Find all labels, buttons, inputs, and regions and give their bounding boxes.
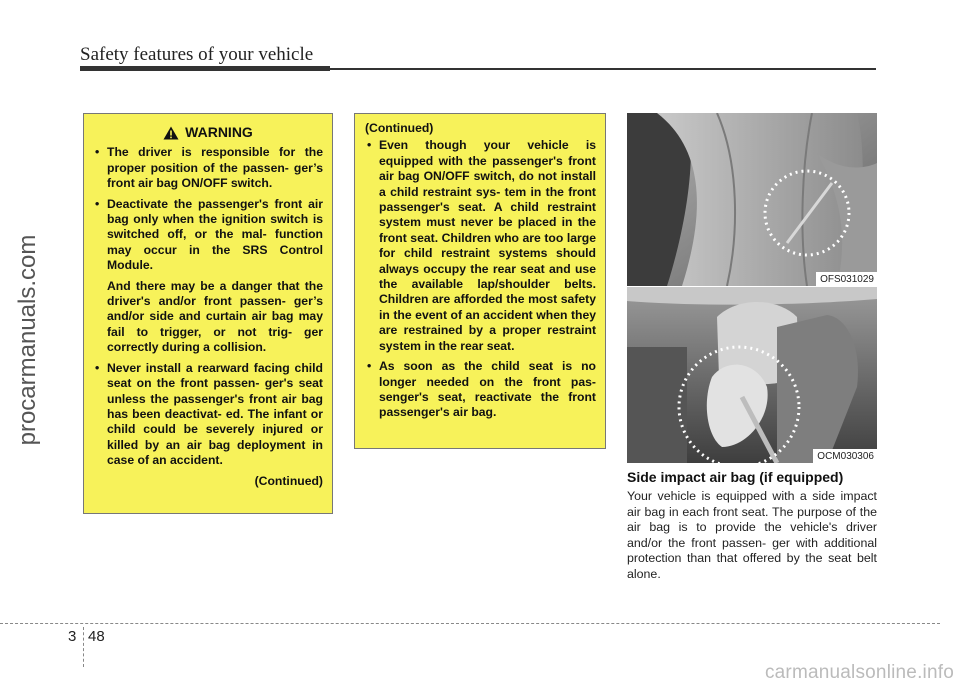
footer-rule: [0, 623, 940, 624]
interior-illustration: [627, 287, 877, 463]
warning-item: • As soon as the child seat is no longer needed on the front pas- senger's seat, reactivate the front passenger's air bag.: [365, 359, 596, 421]
warning-box-2: [354, 113, 606, 449]
side-airbag-deployed-photo: [627, 287, 877, 463]
photo-code-2: OCM030306: [813, 449, 877, 463]
section-body: Your vehicle is equipped with a side impact air bag in each front seat. The purpose of the air bag is to provide the vehicle's driver and/or the front passen- ger with additional protection than that offered by the seat belt alone.: [627, 489, 877, 581]
warning-list-2: [365, 138, 596, 420]
warning-list-1b: [93, 361, 323, 469]
warning-triangle-icon: [163, 126, 179, 140]
photo-code-1: OFS031029: [816, 272, 877, 286]
warning-item: • The driver is responsible for the proper position of the passen- ger’s front air bag ON/OFF switch.: [93, 145, 323, 191]
warning-list-1: [93, 145, 323, 273]
warning-heading: [93, 125, 323, 140]
page-header-title: Safety features of your vehicle: [80, 44, 314, 65]
page-section-number: 3: [68, 628, 77, 645]
continued-label: (Continued): [365, 121, 434, 135]
warning-item: • Deactivate the passenger's front air bag only when the ignition switch is switched off, or the mal- function may occur in the SRS Control Module.: [93, 197, 323, 274]
warning-heading-text: WARNING: [185, 124, 253, 140]
header-rule: [80, 68, 876, 70]
footer-vertical-rule: [83, 627, 84, 667]
side-watermark: [8, 120, 48, 560]
section-title: Side impact air bag (if equipped): [627, 469, 844, 485]
warning-box-1: [83, 113, 333, 514]
side-watermark-text: procarmanuals.com: [14, 234, 41, 446]
footer-watermark: carmanualsonline.info: [764, 662, 954, 683]
page-number: 48: [88, 628, 105, 645]
warning-sub-paragraph: And there may be a danger that the driver's and/or front passen- ger’s and/or side and curtain air bag may fail to trigger, or not trig- ger correctly during a collision.: [107, 278, 323, 355]
continued-label: (Continued): [254, 473, 323, 488]
warning-item: • Never install a rearward facing child seat on the front passen- ger's seat unless the passenger's front air bag has been deactivat- ed. The infant or child could be severely injured or killed by an air bag deployment in case of an accident.: [93, 361, 323, 469]
warning-item: • Even though your vehicle is equipped with the passenger's front air bag ON/OFF switch, do not install a child restraint sys- tem in the front passenger's seat. A child restraint system must never be placed in the front seat. Children who are too large for child restraint systems should always occupy the rear seat and use the available lap/shoulder belts. Children are afforded the most safety in the event of an accident when they are restrained by a proper restraint system in the rear seat.: [365, 138, 596, 354]
seat-airbag-photo: [627, 113, 877, 286]
seat-illustration: [627, 113, 877, 286]
